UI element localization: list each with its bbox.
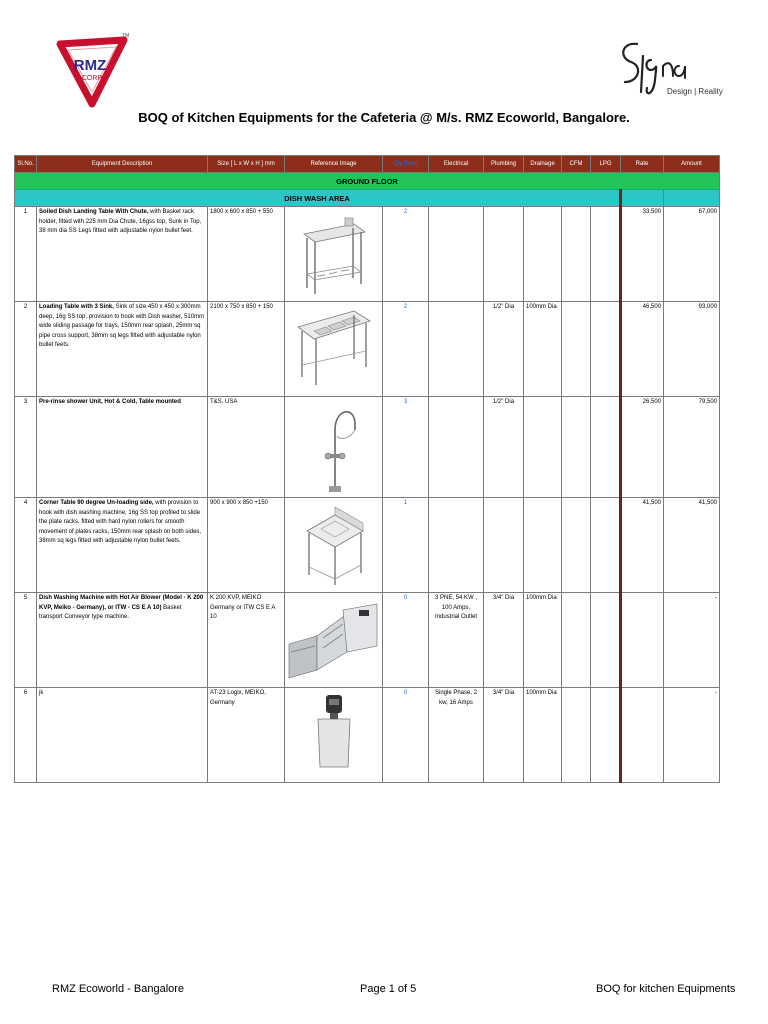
cfm [562,207,591,302]
cfm [562,397,591,498]
col-qty-header: Qty [Nos] [383,156,429,173]
rate: 33,500 [621,207,664,302]
sl-no: 3 [15,397,37,498]
rate: 26,500 [621,397,664,498]
table-row [15,593,720,688]
amount: 93,000 [664,302,720,397]
drainage: 100mm Dia [524,688,562,783]
table-row [15,397,720,498]
footer-left: RMZ Ecoworld - Bangalore [52,983,185,995]
col-description-header: Equipment Description [37,156,208,173]
svg-text:CORP: CORP [81,75,103,82]
lpg [591,498,621,593]
equipment-description: Dish Washing Machine with Hot Air Blower (Model - K 200 KVP, Meiko - Germany), or ITW - CS E A 10) Basket transport Conveyor type machine. [37,593,208,688]
col-sl-header: Sl.No. [15,156,37,173]
col-drainage-header: Drainage [524,156,562,173]
electrical [429,397,484,498]
electrical [429,207,484,302]
amount: - [664,688,720,783]
electrical [429,302,484,397]
sl-no: 4 [15,498,37,593]
table-row [15,302,720,397]
section-ground-floor [15,173,720,190]
equipment-description: Loading Table with 3 Sink, Sink of size 450 x 450 x 300mm deep, 16g SS top, provision to hook with Dish washer, 510mm wide sliding passage for trays, 150mm rear splash, 25mm sq pipe cross support, 38mm sq legs fitted with adjustable nylon bullet feets. [37,302,208,397]
electrical: Single Phase, 2 kw, 16 Amps [429,688,484,783]
plumbing: 3/4" Dia [484,688,524,783]
cfm [562,688,591,783]
amount: 79,500 [664,397,720,498]
electrical [429,498,484,593]
lpg [591,302,621,397]
col-size-header: Size [ L x W x H ] mm [208,156,285,173]
section-dish-label: DISH WASH AREA [15,190,621,207]
col-image-header: Reference Image [285,156,383,173]
drainage [524,397,562,498]
sink-table-icon [285,302,383,397]
plumbing: 3/4" Dia [484,593,524,688]
col-rate-header: Rate [621,156,664,173]
plumbing: 1/2" Dia [484,302,524,397]
qty: 0 [383,688,429,783]
amount: - [664,593,720,688]
section-dish-wash [15,190,720,207]
size: K 200 KVP, MEIKO Germany or ITW CS E A 10 [208,593,285,688]
document-title: BOQ of Kitchen Equipments for the Cafeteria @ M/s. RMZ Ecoworld, Bangalore. [138,110,630,125]
shower-unit-icon [285,397,383,498]
sl-no: 1 [15,207,37,302]
svg-text:TM: TM [122,33,130,39]
col-cfm-header: CFM [562,156,591,173]
plumbing [484,207,524,302]
sl-no: 6 [15,688,37,783]
qty: 0 [383,593,429,688]
rmz-corp-logo [52,30,132,110]
size: AT-23 Logix, MEIKO, Germany [208,688,285,783]
table-row [15,498,720,593]
footer-page-number: Page 1 of 5 [360,983,417,995]
qty: 2 [383,302,429,397]
amount: 67,000 [664,207,720,302]
col-amount-header: Amount [664,156,720,173]
cfm [562,593,591,688]
cfm [562,498,591,593]
section-ground-label: GROUND FLOOR [15,173,720,190]
col-electrical-header: Electrical [429,156,484,173]
electrical: 3 PNE, 54 KW , 100 Amps, Industrial Outlet [429,593,484,688]
equipment-description: Corner Table 90 degree Un-loading side, with provision to hook with dish washing machine, 16g SS top profiled to slide the plate racks, fitted with hard nylon rollers for smooth movement of plates racks, 150mm rear splash on both sides, 38mm sq legs fitted with adjustable nylon bullet feets. [37,498,208,593]
qty: 3 [383,397,429,498]
sl-no: 2 [15,302,37,397]
lpg [591,397,621,498]
rate [621,688,664,783]
plumbing [484,498,524,593]
amount: 41,500 [664,498,720,593]
qty: 2 [383,207,429,302]
rate [621,593,664,688]
water-softener-icon [285,688,383,783]
svg-text:RMZ: RMZ [73,57,107,74]
col-lpg-header: LPG [591,156,621,173]
lpg [591,207,621,302]
rate: 46,500 [621,302,664,397]
table-chute-icon [285,207,383,302]
size: 2100 x 750 x 850 + 150 [208,302,285,397]
plumbing: 1/2" Dia [484,397,524,498]
col-plumbing-header: Plumbing [484,156,524,173]
lpg [591,688,621,783]
table-row [15,207,720,302]
drainage [524,498,562,593]
svg-text:Design | Reality: Design | Reality [667,87,723,96]
size: T&S, USA [208,397,285,498]
cfm [562,302,591,397]
signa-logo [615,36,723,108]
rate: 41,500 [621,498,664,593]
boq-table [14,155,720,783]
header-row [15,156,720,173]
dishwasher-icon [285,593,383,688]
drainage: 100mm Dia [524,302,562,397]
drainage: 100mm Dia [524,593,562,688]
size: 900 x 900 x 850 +150 [208,498,285,593]
qty: 1 [383,498,429,593]
equipment-description: Pre-rinse shower Unit, Hot & Cold, Table mounted [37,397,208,498]
drainage [524,207,562,302]
table-row [15,688,720,783]
size: 1800 x 600 x 850 + 550 [208,207,285,302]
equipment-description: jk [37,688,208,783]
corner-table-icon [285,498,383,593]
sl-no: 5 [15,593,37,688]
equipment-description: Soiled Dish Landing Table With Chute, with Basket rack holder, fitted with 225 mm Dia Chute, 16gss top, Sunk in Top, 38 mm dia SS Legs fitted with adjustable nylon bullet feet. [37,207,208,302]
footer-right: BOQ for kitchen Equipments [596,983,736,995]
lpg [591,593,621,688]
